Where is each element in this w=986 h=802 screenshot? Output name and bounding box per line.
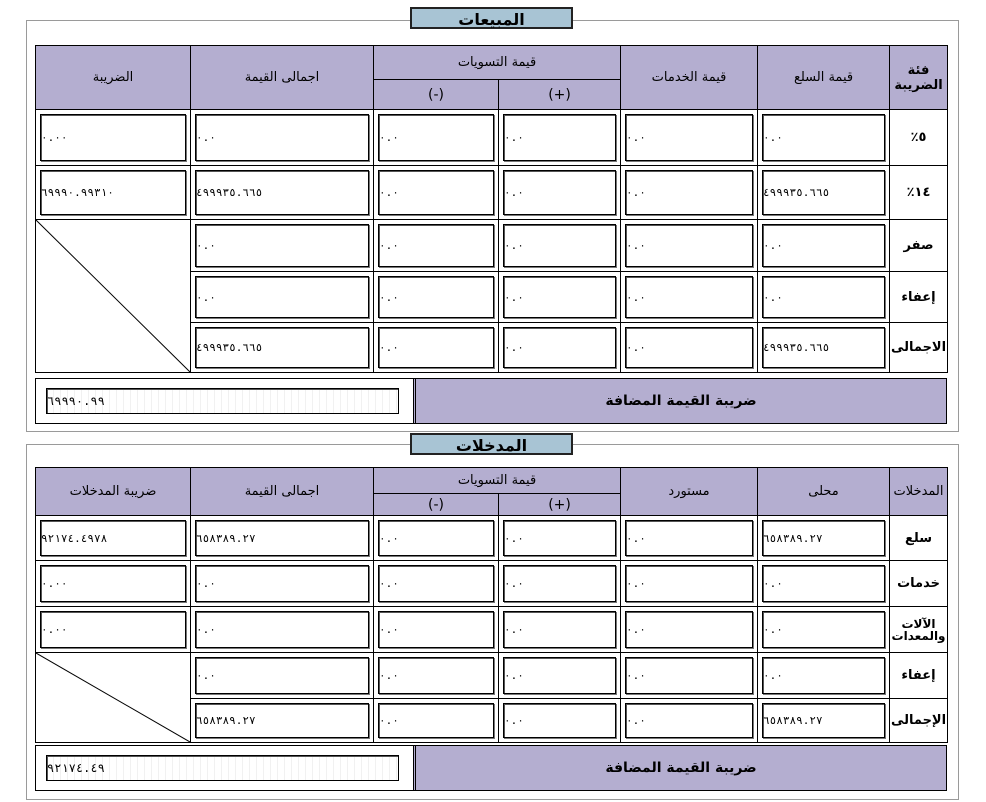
header-tax: الضريبة: [36, 46, 191, 110]
inputs-tax-field[interactable]: ٠.٠٠: [40, 565, 186, 602]
plus-field[interactable]: ٠.٠: [503, 276, 616, 318]
header-goods-value: قيمة السلع: [758, 46, 890, 110]
row-label: إعفاء: [890, 272, 948, 323]
minus-field[interactable]: ٠.٠: [378, 520, 494, 556]
header-plus: (+): [499, 494, 621, 516]
sales-panel: [26, 10, 959, 432]
inputs-tax-field[interactable]: ٠.٠٠: [40, 611, 186, 648]
diagonal-line: [36, 220, 190, 372]
plus-field[interactable]: ٠.٠: [503, 703, 616, 738]
empty-tax-cell: [36, 220, 191, 373]
row-label: خدمات: [890, 561, 948, 607]
imported-field[interactable]: ٠.٠: [625, 611, 753, 648]
header-minus: (-): [374, 80, 499, 110]
row-label: الاجمالى: [890, 323, 948, 373]
table-row: [36, 561, 948, 607]
total-field[interactable]: ٠.٠: [195, 224, 369, 267]
total-field[interactable]: ٠.٠: [195, 276, 369, 318]
goods-field[interactable]: ٠.٠: [762, 114, 885, 161]
goods-field[interactable]: ٤٩٩٩٣٥.٦٦٥: [762, 170, 885, 215]
total-field[interactable]: ٠.٠: [195, 657, 369, 694]
minus-field[interactable]: ٠.٠: [378, 224, 494, 267]
services-field[interactable]: ٠.٠: [625, 276, 753, 318]
total-field[interactable]: ٠.٠: [195, 114, 369, 161]
imported-field[interactable]: ٠.٠: [625, 657, 753, 694]
header-inputs-category: المدخلات: [890, 468, 948, 516]
imported-field[interactable]: ٠.٠: [625, 565, 753, 602]
local-field[interactable]: ٠.٠: [762, 611, 885, 648]
inputs-vat-row: [35, 745, 947, 791]
row-label: الآلات والمعدات: [890, 607, 948, 653]
tax-field[interactable]: ٠.٠٠: [40, 114, 186, 161]
imported-field[interactable]: ٠.٠: [625, 520, 753, 556]
table-row: [36, 110, 948, 166]
plus-field[interactable]: ٠.٠: [503, 327, 616, 368]
inputs-table: [35, 467, 948, 743]
total-field[interactable]: ٠.٠: [195, 611, 369, 648]
minus-field[interactable]: ٠.٠: [378, 276, 494, 318]
table-row: [36, 607, 948, 653]
local-field[interactable]: ٦٥٨٣٨٩.٢٧: [762, 703, 885, 738]
header-inputs-tax: ضريبة المدخلات: [36, 468, 191, 516]
sales-title: المبيعات: [410, 7, 573, 29]
plus-field[interactable]: ٠.٠: [503, 565, 616, 602]
inputs-vat-label: ضريبة القيمة المضافة: [413, 746, 946, 790]
header-local: محلى: [758, 468, 890, 516]
plus-field[interactable]: ٠.٠: [503, 170, 616, 215]
table-row: [36, 166, 948, 220]
header-total-value: اجمالى القيمة: [191, 46, 374, 110]
goods-field[interactable]: ٠.٠: [762, 224, 885, 267]
services-field[interactable]: ٠.٠: [625, 114, 753, 161]
services-field[interactable]: ٠.٠: [625, 224, 753, 267]
services-field[interactable]: ٠.٠: [625, 170, 753, 215]
plus-field[interactable]: ٠.٠: [503, 611, 616, 648]
row-label: إعفاء: [890, 653, 948, 699]
minus-field[interactable]: ٠.٠: [378, 114, 494, 161]
plus-field[interactable]: ٠.٠: [503, 114, 616, 161]
goods-field[interactable]: ٤٩٩٩٣٥.٦٦٥: [762, 327, 885, 368]
goods-field[interactable]: ٠.٠: [762, 276, 885, 318]
sales-vat-row: [35, 378, 947, 424]
minus-field[interactable]: ٠.٠: [378, 703, 494, 738]
sales-table: [35, 45, 948, 373]
plus-field[interactable]: ٠.٠: [503, 224, 616, 267]
minus-field[interactable]: ٠.٠: [378, 611, 494, 648]
header-adjustments: قيمة التسويات: [374, 468, 621, 494]
minus-field[interactable]: ٠.٠: [378, 657, 494, 694]
empty-tax-cell: [36, 653, 191, 743]
row-label: سلع: [890, 516, 948, 561]
minus-field[interactable]: ٠.٠: [378, 327, 494, 368]
minus-field[interactable]: ٠.٠: [378, 565, 494, 602]
plus-field[interactable]: ٠.٠: [503, 657, 616, 694]
header-adjustments: قيمة التسويات: [374, 46, 621, 80]
local-field[interactable]: ٦٥٨٣٨٩.٢٧: [762, 520, 885, 556]
sales-vat-label: ضريبة القيمة المضافة: [413, 379, 946, 423]
total-field[interactable]: ٤٩٩٩٣٥.٦٦٥: [195, 170, 369, 215]
header-minus: (-): [374, 494, 499, 516]
header-imported: مستورد: [621, 468, 758, 516]
tax-field[interactable]: ٦٩٩٩٠.٩٩٣١٠: [40, 170, 186, 215]
header-plus: (+): [499, 80, 621, 110]
inputs-tax-field[interactable]: ٩٢١٧٤.٤٩٧٨: [40, 520, 186, 556]
total-field[interactable]: ٠.٠: [195, 565, 369, 602]
header-services-value: قيمة الخدمات: [621, 46, 758, 110]
total-field[interactable]: ٦٥٨٣٨٩.٢٧: [195, 703, 369, 738]
table-row: [36, 220, 948, 272]
total-field[interactable]: ٦٥٨٣٨٩.٢٧: [195, 520, 369, 556]
imported-field[interactable]: ٠.٠: [625, 703, 753, 738]
header-tax-category: فئة الضريبة: [890, 46, 948, 110]
table-row: [36, 516, 948, 561]
inputs-title: المدخلات: [410, 433, 573, 455]
row-label: ٥٪: [890, 110, 948, 166]
local-field[interactable]: ٠.٠: [762, 657, 885, 694]
total-field[interactable]: ٤٩٩٩٣٥.٦٦٥: [195, 327, 369, 368]
local-field[interactable]: ٠.٠: [762, 565, 885, 602]
table-row: [36, 653, 948, 699]
minus-field[interactable]: ٠.٠: [378, 170, 494, 215]
row-label: ١٤٪: [890, 166, 948, 220]
inputs-panel: [26, 436, 959, 800]
inputs-vat-field[interactable]: ٩٢١٧٤.٤٩: [46, 755, 399, 781]
header-total-value: اجمالى القيمة: [191, 468, 374, 516]
plus-field[interactable]: ٠.٠: [503, 520, 616, 556]
services-field[interactable]: ٠.٠: [625, 327, 753, 368]
row-label: الإجمالى: [890, 699, 948, 743]
sales-vat-field[interactable]: ٦٩٩٩٠.٩٩: [46, 388, 399, 414]
row-label: صفر: [890, 220, 948, 272]
diagonal-line: [36, 653, 190, 742]
